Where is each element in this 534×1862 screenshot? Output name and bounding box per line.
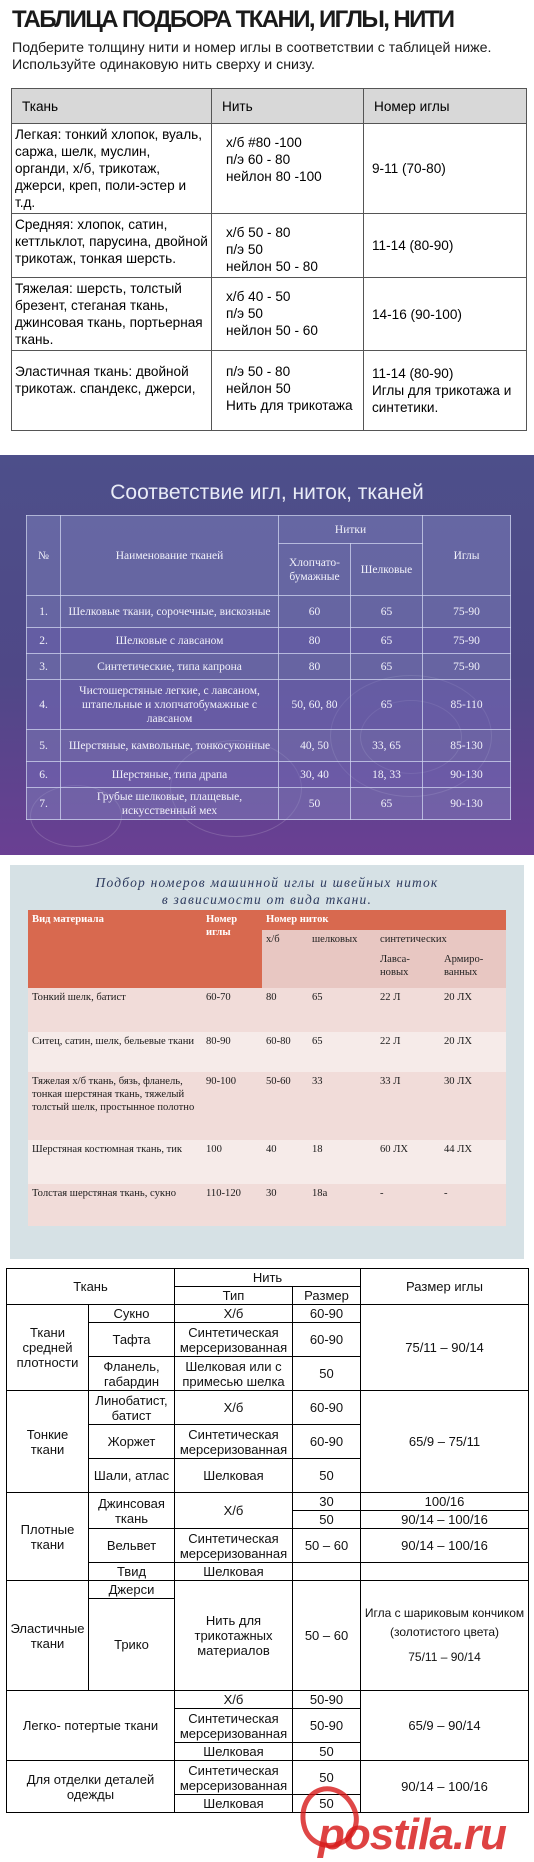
cell-cotton: 40, 50: [279, 730, 351, 762]
cell-name: Шелковые с лавсаном: [61, 628, 279, 654]
cell-needle-size: 100/16: [361, 1493, 529, 1511]
cell-lavsan: 22 Л: [376, 988, 440, 1032]
column-header-silk: шелковых: [308, 930, 376, 988]
column-header-armored: Армиро-ванных: [440, 950, 506, 988]
table-row: [7, 1691, 529, 1709]
cell-num: 7.: [27, 788, 61, 820]
cell-needle-size: 65/9 – 90/14: [361, 1691, 529, 1761]
cell-thread: п/э 50 - 80 нейлон 50 Нить для трикотажа: [212, 351, 364, 431]
machine-needle-numbers-panel: [0, 855, 534, 1268]
table-row: [7, 1493, 529, 1511]
cell-needle: 110-120: [202, 1184, 262, 1226]
column-header-num: №: [27, 516, 61, 596]
cell-fabric: Трико: [89, 1599, 175, 1691]
cell-needle-size: [361, 1581, 529, 1691]
cell-needle: 85-110: [423, 680, 511, 730]
cell-fabric: Сукно: [89, 1305, 175, 1323]
cell-lavsan: 60 ЛХ: [376, 1140, 440, 1184]
cell-material: Тонкий шелк, батист: [28, 988, 202, 1032]
column-header-material: Вид материала: [28, 910, 202, 988]
table-row: [12, 214, 527, 278]
cell-size: 50: [293, 1459, 361, 1493]
group-light: Легко- потертые ткани: [7, 1691, 175, 1761]
cell-silk: 33, 65: [351, 730, 423, 762]
table-header-row: [7, 1269, 529, 1287]
cell-name: Шерстяные, камвольные, тонкосуконные: [61, 730, 279, 762]
group-medium: Ткани средней плотности: [7, 1305, 89, 1391]
column-header-size: Размер: [293, 1287, 361, 1305]
table-row: [27, 730, 511, 762]
table-header-row: [28, 910, 506, 930]
panel2-table: [26, 515, 511, 820]
column-header-needle-size: Размер иглы: [361, 1269, 529, 1305]
cell-needle-size: 90/14 – 100/16: [361, 1761, 529, 1813]
cell-needle: 75-90: [423, 596, 511, 628]
cell-material: Шерстяная костюмная ткань, тик: [28, 1140, 202, 1184]
cell-fabric: Тяжелая: шерсть, толстый брезент, стеганая ткань, джинсовая ткань, портьерная ткань.: [12, 278, 212, 351]
cell-type: Синтетическая мерсеризованная: [175, 1709, 293, 1743]
cell-cotton: 50: [279, 788, 351, 820]
cell-type: Синтетическая мерсеризованная: [175, 1529, 293, 1563]
cell-thread: х/б #80 -100 п/э 60 - 80 нейлон 80 -100: [212, 124, 364, 214]
cell-size: 60-90: [293, 1305, 361, 1323]
cell-cotton: 50-60: [262, 1072, 308, 1140]
cell-name: Чистошерстяные легкие, с лавсаном, штапельные и хлопчатобумажные с лавсаном: [61, 680, 279, 730]
cell-needle: 85-130: [423, 730, 511, 762]
column-header-threads: Нитки: [279, 516, 423, 544]
cell-needle: 75-90: [423, 628, 511, 654]
cell-cotton: 80: [279, 654, 351, 680]
table-row: [12, 351, 527, 431]
table-row: [12, 124, 527, 214]
cell-fabric: Эластичная ткань: двойной трикотаж. спандекс, джерси,: [12, 351, 212, 431]
column-header-needle: Номер иглы: [364, 89, 527, 124]
cell-needle-size: 90/14 – 100/16: [361, 1529, 529, 1563]
cell-needle: 90-130: [423, 762, 511, 788]
cell-name: Шелковые ткани, сорочечные, вискозные: [61, 596, 279, 628]
cell-size: 50: [293, 1761, 361, 1795]
cell-needle: 14-16 (90-100): [364, 278, 527, 351]
cell-thread: х/б 50 - 80 п/э 50 нейлон 50 - 80: [212, 214, 364, 278]
table-row: [27, 596, 511, 628]
cell-num: 5.: [27, 730, 61, 762]
cell-fabric: Джерси: [89, 1581, 175, 1599]
cell-silk: 33: [308, 1072, 376, 1140]
table-row: [27, 628, 511, 654]
cell-lavsan: -: [376, 1184, 440, 1226]
table-row: [28, 1140, 506, 1184]
watermark: postila.ru: [318, 1810, 507, 1859]
column-header-thread: Нить: [212, 89, 364, 124]
cell-size: 50-90: [293, 1691, 361, 1709]
table-row: [27, 680, 511, 730]
cell-type: Шелковая: [175, 1459, 293, 1493]
cell-needle: 9-11 (70-80): [364, 124, 527, 214]
table-row: [7, 1761, 529, 1795]
column-header-fabric: Ткань: [12, 89, 212, 124]
panel1-table: [11, 88, 527, 431]
group-finish: Для отделки деталей одежды: [7, 1761, 175, 1813]
cell-type: Шелковая: [175, 1743, 293, 1761]
cell-size: 60-90: [293, 1391, 361, 1425]
fabric-needle-thread-table-panel: [0, 0, 534, 455]
cell-thread: х/б 40 - 50 п/э 50 нейлон 50 - 60: [212, 278, 364, 351]
column-header-needle: Номер иглы: [202, 910, 262, 988]
panel3-title-line: Подбор номеров машинной иглы и швейных ниток: [95, 875, 439, 890]
table-row: [7, 1391, 529, 1425]
cell-needle-size: 75/11 – 90/14: [361, 1305, 529, 1391]
cell-size: 50-90: [293, 1709, 361, 1743]
cell-needle: 11-14 (80-90) Иглы для трикотажа и синтетики.: [364, 351, 527, 431]
cell-type: Х/б: [175, 1691, 293, 1709]
needles-threads-fabrics-panel: [0, 455, 534, 855]
cell-type: Синтетическая мерсеризованная: [175, 1425, 293, 1459]
cell-fabric: Твид: [89, 1563, 175, 1581]
column-header-needles: Иглы: [423, 516, 511, 596]
cell-size: 60-90: [293, 1323, 361, 1357]
column-header-silk: Шелковые: [351, 544, 423, 596]
cell-fabric: Тафта: [89, 1323, 175, 1357]
cell-material: Ситец, сатин, шелк, бельевые ткани: [28, 1032, 202, 1072]
cell-silk: 65: [351, 680, 423, 730]
cell-fabric: Шали, атлас: [89, 1459, 175, 1493]
cell-type: Синтетическая мерсеризованная: [175, 1761, 293, 1795]
cell-cotton: 50, 60, 80: [279, 680, 351, 730]
cell-name: Синтетические, типа капрона: [61, 654, 279, 680]
cell-num: 1.: [27, 596, 61, 628]
cell-type: Шелковая или с примесью шелка: [175, 1357, 293, 1391]
table-row: [27, 654, 511, 680]
cell-fabric: Жоржет: [89, 1425, 175, 1459]
cell-cotton: 30, 40: [279, 762, 351, 788]
table-row: [27, 788, 511, 820]
cell-type: Шелковая: [175, 1563, 293, 1581]
panel3-title-line: в зависимости от вида ткани.: [161, 892, 373, 907]
cell-fabric: Линобатист, батист: [89, 1391, 175, 1425]
cell-type: Синтетическая мерсеризованная: [175, 1323, 293, 1357]
cell-fabric: Средняя: хлопок, сатин, кеттльклот, парусина, двойной трикотаж, тонкая шерсть.: [12, 214, 212, 278]
group-thin: Тонкие ткани: [7, 1391, 89, 1493]
cell-silk: 65: [351, 788, 423, 820]
cell-size: 30: [293, 1493, 361, 1511]
cell-size: 50: [293, 1743, 361, 1761]
column-header-thread: Нить: [175, 1269, 361, 1287]
cell-name: Шерстяные, типа драпа: [61, 762, 279, 788]
panel1-title: ТАБЛИЦА ПОДБОРА ТКАНИ, ИГЛЫ, НИТИ: [12, 6, 454, 33]
cell-fabric: Вельвет: [89, 1529, 175, 1563]
cell-needle: 100: [202, 1140, 262, 1184]
table-row: [12, 278, 527, 351]
column-header-lavsan: Лавса-новых: [376, 950, 440, 988]
cell-cotton: 30: [262, 1184, 308, 1226]
cell-fabric: Джинсовая ткань: [89, 1493, 175, 1529]
panel1-subtitle: Подберите толщину нити и номер иглы в соответствии с таблицей ниже. Используйте одинаковую нить сверху и снизу.: [12, 40, 492, 73]
table-header-row: [27, 516, 511, 544]
cell-size: 50: [293, 1795, 361, 1813]
cell-num: 3.: [27, 654, 61, 680]
panel2-title: Соответствие игл, ниток, тканей: [110, 481, 424, 504]
needle-size-value: 75/11 – 90/14: [408, 1650, 481, 1664]
cell-cotton: 60-80: [262, 1032, 308, 1072]
cell-silk: 18, 33: [351, 762, 423, 788]
cell-size: [293, 1563, 361, 1581]
column-header-name: Наименование тканей: [61, 516, 279, 596]
cell-cotton: 60: [279, 596, 351, 628]
cell-silk: 18: [308, 1140, 376, 1184]
cell-cotton: 40: [262, 1140, 308, 1184]
cell-type: Х/б: [175, 1305, 293, 1323]
cell-silk: 65: [308, 1032, 376, 1072]
cell-size: 50: [293, 1511, 361, 1529]
cell-silk: 65: [351, 628, 423, 654]
table-row: [7, 1581, 529, 1599]
table-row: [28, 988, 506, 1032]
table-row: [28, 1184, 506, 1226]
column-header-cotton: Хлопчато-бумажные: [279, 544, 351, 596]
cell-type: Шелковая: [175, 1795, 293, 1813]
group-dense: Плотные ткани: [7, 1493, 89, 1581]
cell-armored: 20 ЛХ: [440, 1032, 506, 1072]
cell-material: Тяжелая х/б ткань, бязь, фланель, тонкая шерстяная ткань, тяжелый толстый шелк, простынное полотно: [28, 1072, 202, 1140]
cell-silk: 18а: [308, 1184, 376, 1226]
cell-needle: 60-70: [202, 988, 262, 1032]
column-header-threads: Номер ниток: [262, 910, 506, 930]
panel4-table: [6, 1268, 529, 1813]
cell-num: 4.: [27, 680, 61, 730]
panel3-table: [28, 910, 506, 1226]
cell-needle-size: 65/9 – 75/11: [361, 1391, 529, 1493]
cell-size: 60-90: [293, 1425, 361, 1459]
cell-silk: 65: [308, 988, 376, 1032]
cell-needle: 80-90: [202, 1032, 262, 1072]
cell-type: Х/б: [175, 1493, 293, 1529]
cell-type: Х/б: [175, 1391, 293, 1425]
cell-silk: 65: [351, 654, 423, 680]
table-row: [28, 1072, 506, 1140]
cell-needle: 90-130: [423, 788, 511, 820]
cell-material: Толстая шерстяная ткань, сукно: [28, 1184, 202, 1226]
cell-lavsan: 33 Л: [376, 1072, 440, 1140]
cell-armored: 20 ЛХ: [440, 988, 506, 1032]
fabric-thread-size-panel: [0, 1268, 534, 1862]
column-header-cotton: х/б: [262, 930, 308, 988]
cell-needle: 75-90: [423, 654, 511, 680]
cell-fabric: Легкая: тонкий хлопок, вуаль, саржа, шелк, муслин, органди, х/б, трикотаж, джерси, креп, поли-эстер и т.д.: [12, 124, 212, 214]
cell-needle-size: 90/14 – 100/16: [361, 1511, 529, 1529]
cell-needle: 11-14 (80-90): [364, 214, 527, 278]
column-header-type: Тип: [175, 1287, 293, 1305]
needle-note: Игла с шариковым кончиком (золотистого цвета): [364, 1606, 525, 1639]
table-row: [7, 1305, 529, 1323]
cell-name: Грубые шелковые, плащевые, искусственный мех: [61, 788, 279, 820]
cell-needle: 90-100: [202, 1072, 262, 1140]
panel3-title: [0, 874, 534, 908]
table-row: [27, 762, 511, 788]
cell-needle-size: [361, 1563, 529, 1581]
table-header-row: [12, 89, 527, 124]
cell-type: Нить для трикотажных материалов: [175, 1581, 293, 1691]
cell-armored: 44 ЛХ: [440, 1140, 506, 1184]
group-elastic: Эластичные ткани: [7, 1581, 89, 1691]
cell-cotton: 80: [279, 628, 351, 654]
table-row: [28, 1032, 506, 1072]
cell-size: 50 – 60: [293, 1529, 361, 1563]
cell-size: 50: [293, 1357, 361, 1391]
cell-silk: 65: [351, 596, 423, 628]
cell-fabric: Фланель, габардин: [89, 1357, 175, 1391]
cell-cotton: 80: [262, 988, 308, 1032]
cell-armored: 30 ЛХ: [440, 1072, 506, 1140]
cell-num: 6.: [27, 762, 61, 788]
cell-armored: -: [440, 1184, 506, 1226]
cell-lavsan: 22 Л: [376, 1032, 440, 1072]
cell-size: 50 – 60: [293, 1581, 361, 1691]
cell-num: 2.: [27, 628, 61, 654]
column-header-synthetic: синтетических: [376, 930, 506, 950]
column-header-fabric: Ткань: [7, 1269, 175, 1305]
